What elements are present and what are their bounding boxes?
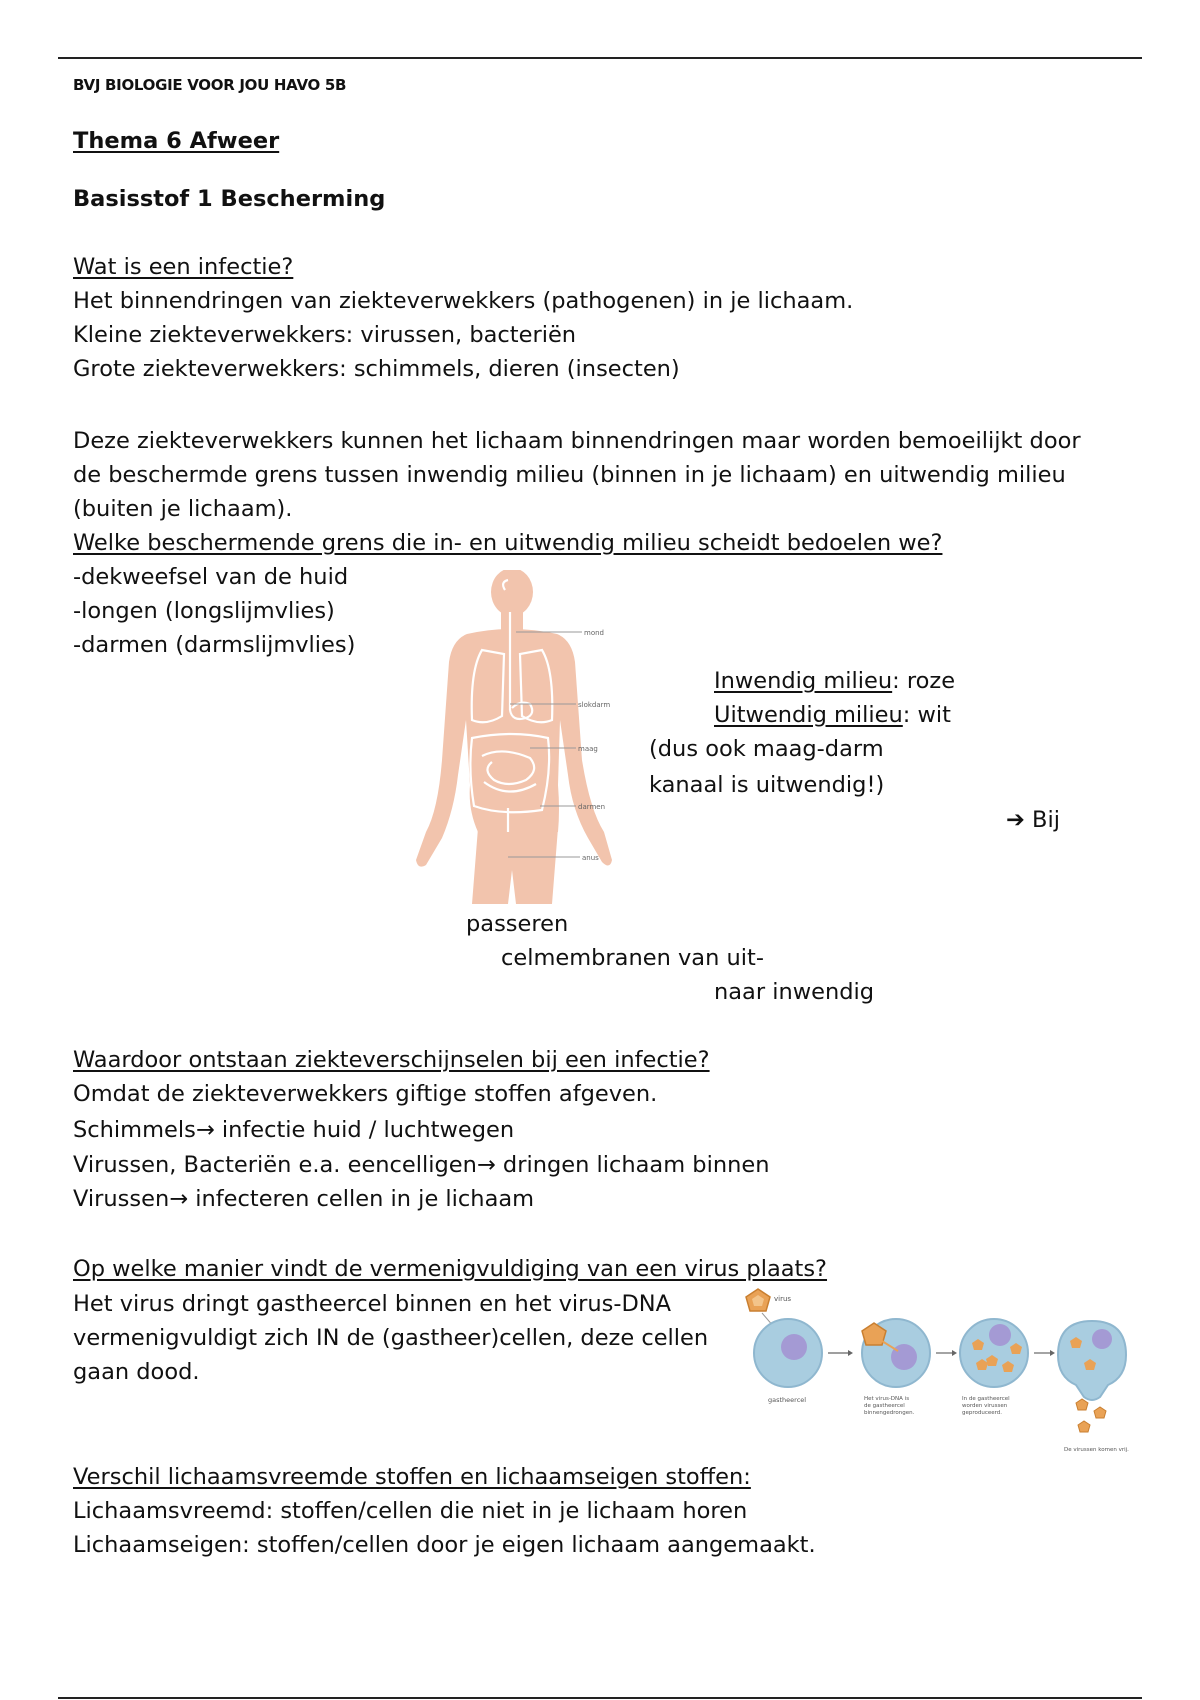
note-line: (dus ook maag-darm [649,736,884,762]
stage-2-caption-a: Het virus-DNA is [864,1396,910,1402]
text-line: gaan dood. [73,1359,200,1385]
text-line: Lichaamsvreemd: stoffen/cellen die niet in je lichaam horen [73,1498,748,1524]
unicellular-text: Virussen, Bacteriën e.a. eencelligen [73,1152,477,1178]
text-line: Grote ziekteverwekkers: schimmels, dieren (insecten) [73,356,680,382]
bullet-item: -longen (longslijmvlies) [73,598,335,624]
paragraph-line: de beschermde grens tussen inwendig milieu (binnen in je lichaam) en uitwendig milieu [73,462,1066,488]
unicellular-effect: dringen lichaam binnen [495,1152,770,1178]
label-slokdarm: slokdarm [578,701,611,709]
virus-label: virus [774,1295,792,1303]
note-bij [1006,803,1060,837]
stage-2-caption-b: de gastheercel [864,1403,905,1409]
virus-text: Virussen [73,1186,170,1212]
cell-stage-4 [1058,1321,1129,1453]
question-symptoms: Waardoor ontstaan ziekteverschijnselen bij een infectie? [73,1047,710,1073]
inwendig-value: : roze [892,668,956,694]
text-line: Kleine ziekteverwekkers: virussen, bacteriën [73,322,577,348]
bullet-item: -dekweefsel van de huid [73,564,349,590]
arrow-icon: → [195,1117,215,1143]
virus-effect: infecteren cellen in je lichaam [188,1186,535,1212]
question-foreign-vs-own: Verschil lichaamsvreemde stoffen en lichaamseigen stoffen: [73,1464,751,1490]
uitwendig-label: Uitwendig milieu [714,702,903,728]
inwendig-label: Inwendig milieu [714,668,893,694]
cell-stage-3 [960,1319,1028,1416]
text-line: Het binnendringen van ziekteverwekkers (pathogenen) in je lichaam. [73,288,854,314]
paragraph-line: Deze ziekteverwekkers kunnen het lichaam binnendringen maar worden bemoeilijkt door [73,428,1081,454]
text-line: vermenigvuldigt zich IN de (gastheer)cellen, deze cellen [73,1325,709,1351]
question-boundary: Welke beschermende grens die in- en uitwendig milieu scheidt bedoelen we? [73,530,943,556]
uitwendig-value: : wit [902,702,952,728]
text-line: Omdat de ziekteverwekkers giftige stoffen afgeven. [73,1081,658,1107]
cell-stage-2 [862,1319,930,1416]
bullet-item: -darmen (darmslijmvlies) [73,632,356,658]
page-header: BVJ BIOLOGIE VOOR JOU HAVO 5B [73,76,347,94]
question-replication: Op welke manier vindt de vermenigvuldiging van een virus plaats? [73,1256,828,1282]
text-line: Het virus dringt gastheercel binnen en het virus-DNA [73,1291,672,1317]
stage-3-caption-a: In de gastheercel [962,1396,1010,1402]
text-line: Lichaamseigen: stoffen/cellen door je eigen lichaam aangemaakt. [73,1532,816,1558]
top-rule [58,57,1142,59]
note-line: kanaal is uitwendig!) [649,772,885,798]
text-line [73,1113,514,1147]
label-mond: mond [584,629,604,637]
stage-3-caption-b: worden virussen [962,1403,1008,1409]
bij-text: Bij [1032,807,1060,833]
paragraph-line: (buiten je lichaam). [73,496,293,522]
note-line: naar inwendig [714,979,875,1005]
question-infection: Wat is een infectie? [73,254,294,280]
fungi-effect: infectie huid / luchtwegen [214,1117,515,1143]
text-line [73,1182,534,1216]
note-inwendig [714,664,955,698]
cell-stage-1 [754,1319,822,1404]
arrow-icon: → [169,1186,189,1212]
bottom-rule [58,1697,1142,1699]
section-subtitle: Basisstof 1 Bescherming [73,186,386,212]
label-darmen: darmen [578,803,606,811]
label-maag: maag [578,745,598,753]
stage-2-caption-c: binnengedrongen. [864,1410,915,1416]
arrow-icon: ➔ [1006,807,1025,833]
note-line: celmembranen van uit- [501,945,764,971]
stage-1-caption: gastheercel [768,1396,807,1404]
fungi-text: Schimmels [73,1117,196,1143]
page-title: Thema 6 Afweer [73,128,280,154]
virus-replication-diagram [740,1285,1150,1460]
human-body-illustration [412,570,627,905]
stage-4-caption: De virussen komen vrij. [1064,1447,1129,1453]
text-line [73,1148,769,1182]
stage-3-caption-c: geproduceerd. [962,1410,1003,1416]
note-line: passeren [466,911,569,937]
arrow-icon: → [476,1152,496,1178]
note-uitwendig [714,698,951,732]
label-anus: anus [582,854,599,862]
